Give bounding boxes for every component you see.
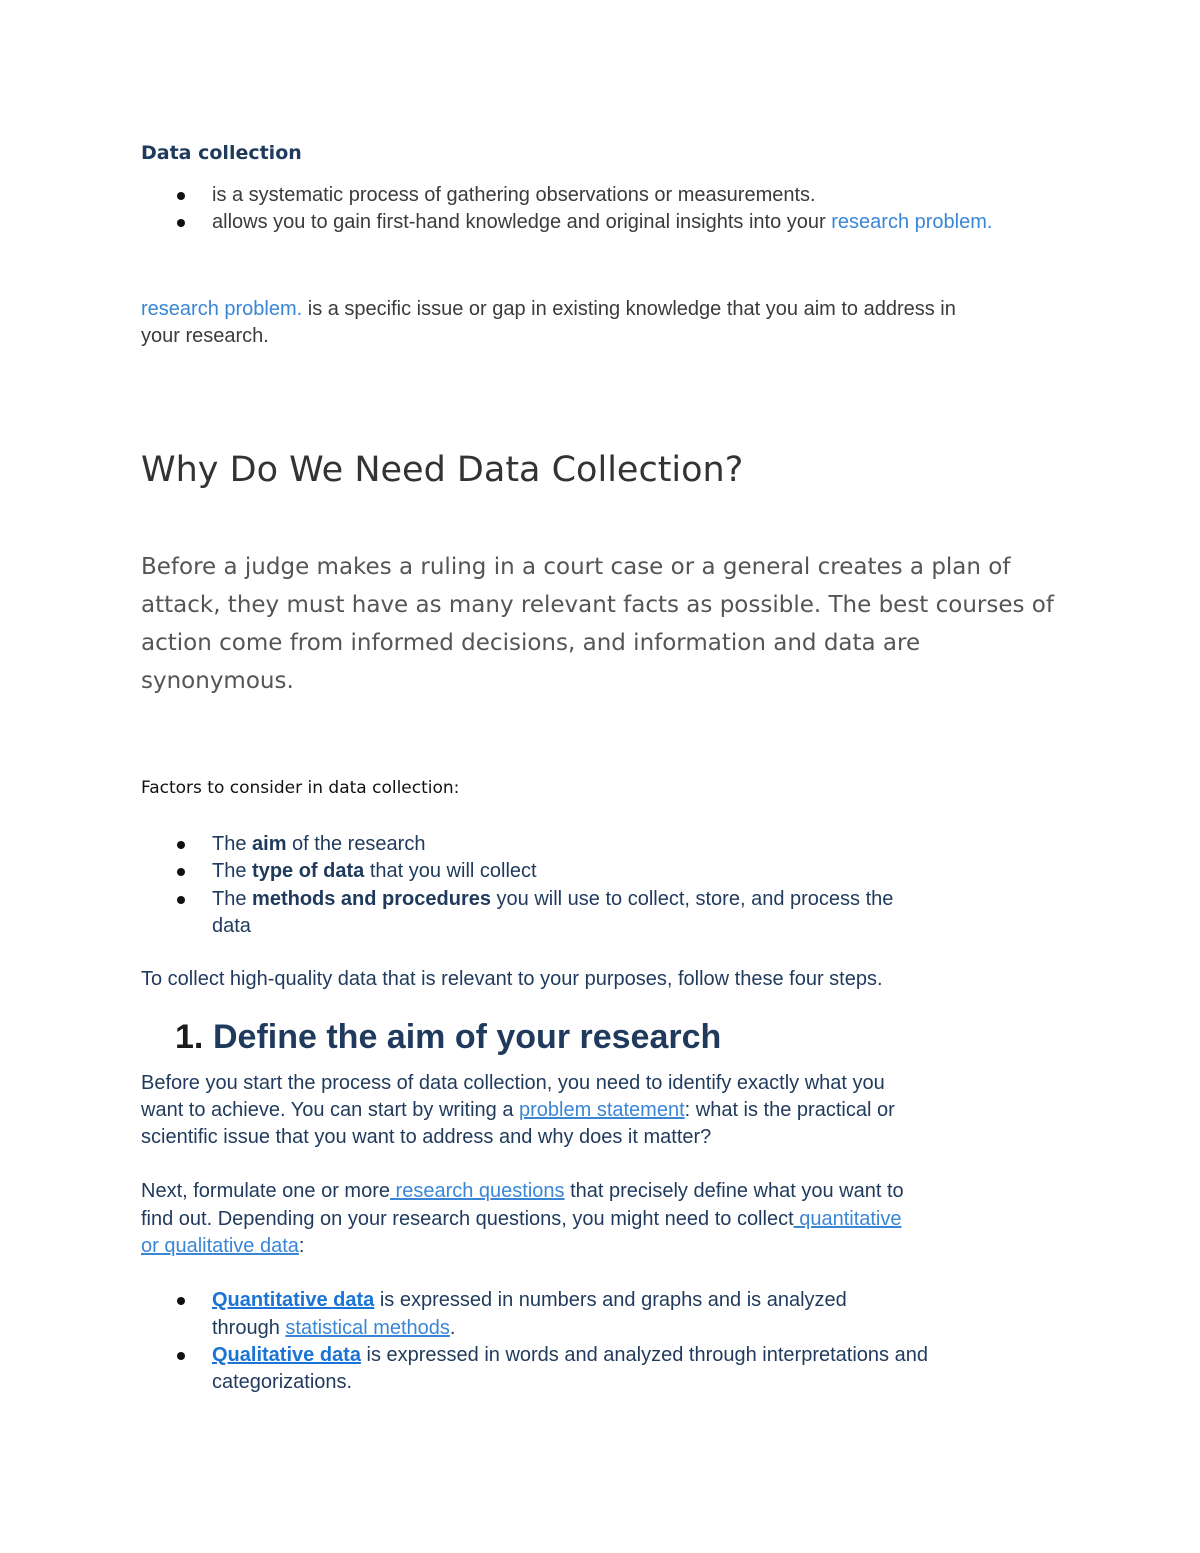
factor-post: you will use to collect, store, and process the [490,888,894,910]
research-problem-definition [141,296,956,323]
research-problem-link[interactable]: research problem [831,211,987,233]
quant-qual-data-link[interactable]: quantitative [793,1208,902,1230]
step1-para1-line2 [141,1097,895,1124]
step1-para1-line1: Before you start the process of data collection, you need to identify exactly what you [141,1072,885,1094]
qualitative-data-link[interactable]: Qualitative data [212,1344,361,1366]
text-run: want to achieve. You can start by writing a [141,1099,519,1121]
step1-para2-line1 [141,1178,904,1205]
factor-post: that you will collect [364,860,537,882]
text-run: is expressed in numbers and graphs and is analyzed [374,1289,847,1311]
problem-statement-link[interactable]: problem statement [519,1099,685,1121]
quantitative-item-line2 [212,1315,455,1342]
bullet-icon [177,219,185,227]
text-run: Next, formulate one or more [141,1180,390,1202]
bullet-icon [177,896,185,904]
quantitative-item [212,1287,847,1314]
bullet-icon [177,192,185,200]
text-run: that precisely define what you want to [564,1180,904,1202]
step-number: 1. [175,1018,204,1056]
step1-para1-line3: scientific issue that you want to address and why does it matter? [141,1126,712,1148]
research-problem-text: is a specific issue or gap in existing knowledge that you aim to address in [302,298,956,320]
factor-pre: The [212,888,253,910]
factor-pre: The [212,833,253,855]
dc-bullet-2 [212,209,992,236]
research-problem-term-link[interactable]: research problem. [141,298,303,320]
research-questions-link[interactable]: research questions [390,1180,565,1202]
section-title-data-collection: Data collection [141,142,302,164]
quant-qual-data-link-cont[interactable]: or qualitative data [141,1235,299,1257]
factor-pre: The [212,860,253,882]
text-run: : what is the practical or [684,1099,895,1121]
bullet-icon [177,868,185,876]
statistical-methods-link[interactable]: statistical methods [285,1317,450,1339]
step-title: Define the aim of your research [213,1018,722,1056]
bullet-icon [177,1297,185,1305]
text-run: . [449,1317,456,1339]
dc-bullet-2-text: allows you to gain first-hand knowledge and original insights into your [212,211,832,233]
step1-para2-line3 [141,1233,304,1260]
why-paragraph: Before a judge makes a ruling in a court case or a general creates a plan of attack, they must have as many relevant facts as possible. The best courses of action come from informed decisions, and information and data are synonymous. [141,554,1054,694]
research-problem-line2: your research. [141,325,269,347]
text-run: through [212,1317,286,1339]
dc-bullet-1: is a systematic process of gathering observations or measurements. [212,184,816,206]
factor-bold: aim [252,833,287,855]
bullet-icon [177,841,185,849]
factor-bold: type of data [252,860,365,882]
factor-item-aim [212,831,425,858]
factor-post: of the research [286,833,426,855]
text-run: : [298,1235,305,1257]
dc-bullet-2-end: . [986,211,993,233]
step1-para2-line2 [141,1206,902,1233]
factor-item-methods-line2: data [212,915,251,937]
qualitative-item [212,1342,928,1369]
qualitative-item-line2: categorizations. [212,1371,353,1393]
factor-item-type [212,858,537,885]
factors-heading: Factors to consider in data collection: [141,778,460,798]
bullet-icon [177,1352,185,1360]
four-steps-intro: To collect high-quality data that is relevant to your purposes, follow these four steps. [141,968,883,990]
factor-bold: methods and procedures [252,888,491,910]
factor-item-methods [212,886,893,913]
heading-why-data-collection: Why Do We Need Data Collection? [141,450,744,490]
text-run: is expressed in words and analyzed through interpretations and [360,1344,928,1366]
quantitative-data-link[interactable]: Quantitative data [212,1289,375,1311]
text-run: find out. Depending on your research questions, you might need to collect [141,1208,794,1230]
